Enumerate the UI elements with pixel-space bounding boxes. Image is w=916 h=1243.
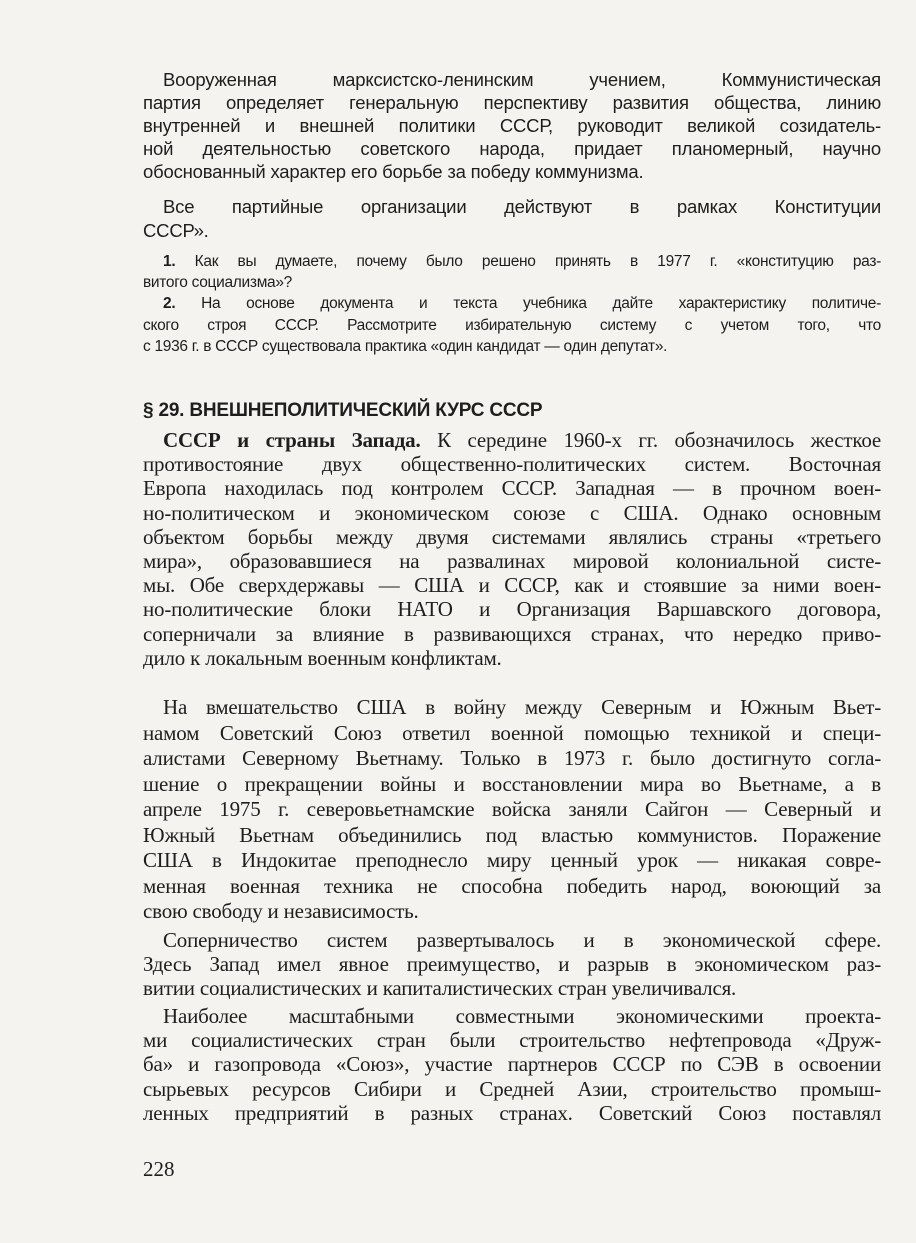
lead-text: СССР и страны Запада. <box>163 428 421 452</box>
line-text: На вмешательство США в войну между Северным и Южным Вьет- <box>163 695 881 719</box>
line-text: дило к локальным военным конфликтам. <box>143 645 502 670</box>
text-line <box>163 928 881 953</box>
line-text: объектом борьбы между двумя системами являлись страны «третьего <box>143 524 881 549</box>
text-line <box>143 622 881 647</box>
line-text: с 1936 г. в СССР существовала практика «один кандидат — один депутат». <box>143 338 668 355</box>
text-line <box>143 220 881 242</box>
text-line <box>143 1101 881 1126</box>
line-text: обоснованный характер его борьбе за победу коммунизма. <box>143 161 644 182</box>
line-text: К середине 1960-х гг. обозначилось жесткое <box>420 428 881 452</box>
section-heading: § 29. ВНЕШНЕПОЛИТИЧЕСКИЙ КУРС СССР <box>143 400 543 421</box>
text-line <box>143 161 881 183</box>
line-text: намом Советский Союз ответил военной помощью техникой и специ- <box>143 720 881 745</box>
text-line <box>143 848 881 873</box>
line-text: сырьевых ресурсов Сибири и Средней Азии, строительство промыш- <box>143 1076 881 1101</box>
line-text: мы. Обе сверхдержавы — США и СССР, как и стоявшие за ними воен- <box>143 573 881 598</box>
text-line <box>163 253 881 271</box>
text-line <box>143 501 881 526</box>
text-line <box>143 976 881 1001</box>
line-text: но-политическом и экономическом союзе с США. Однако основным <box>143 500 881 525</box>
text-line <box>143 1077 881 1102</box>
text-line <box>143 823 881 848</box>
line-text: Как вы думаете, почему было решено принять в 1977 г. «конституцию раз- <box>175 253 881 270</box>
line-text: Наиболее масштабными совместными экономическими проекта- <box>163 1004 881 1028</box>
line-text: ной деятельностью советского народа, придает планомерный, научно <box>143 138 881 159</box>
line-text: витого социализма»? <box>143 273 293 291</box>
text-line <box>143 646 881 671</box>
text-line <box>143 476 881 501</box>
line-text: апреле 1975 г. северовьетнамские войска заняли Сайгон — Северный и <box>143 797 881 821</box>
text-line <box>143 772 881 797</box>
line-text: партия определяет генеральную перспективу развития общества, линию <box>143 92 881 113</box>
text-line <box>163 69 881 91</box>
text-line <box>143 92 881 114</box>
text-line <box>143 1028 881 1053</box>
text-line <box>143 525 881 550</box>
text-line <box>143 1052 881 1077</box>
line-text: свою свободу и независимость. <box>143 899 419 923</box>
text-line <box>143 549 881 574</box>
text-line <box>143 452 881 477</box>
text-line <box>163 295 881 313</box>
line-text: США в Индокитае преподнесло миру ценный урок — никакая совре- <box>143 848 881 872</box>
line-text: СССР». <box>143 219 209 241</box>
text-line <box>163 1004 881 1029</box>
line-text: ленных предприятий в разных странах. Советский Союз поставлял <box>143 1100 881 1125</box>
text-line <box>143 874 881 899</box>
text-line <box>143 952 881 977</box>
text-line <box>163 196 881 218</box>
lead-text: 2. <box>163 295 176 312</box>
text-line <box>143 115 881 137</box>
text-line <box>143 746 881 771</box>
line-text: ми социалистических стран были строительство нефтепровода «Друж- <box>143 1028 881 1053</box>
text-line <box>143 597 881 622</box>
line-text: Южный Вьетнам объединились под властью коммунистов. Поражение <box>143 822 881 847</box>
text-line <box>143 573 881 598</box>
text-line <box>143 317 881 335</box>
line-text: внутренней и внешней политики СССР, руководит великой созидатель- <box>143 115 881 136</box>
line-text: противостояние двух общественно-политических систем. Восточная <box>143 452 881 477</box>
line-text: алистами Северному Вьетнаму. Только в 1973 г. было достигнуто согла- <box>143 746 881 770</box>
line-text: Европа находилась под контролем СССР. Западная — в прочном воен- <box>143 476 881 501</box>
line-text: ского строя СССР. Рассмотрите избирательную систему с учетом того, что <box>143 316 881 334</box>
line-text: Все партийные организации действуют в рамках Конституции <box>163 196 881 217</box>
text-line <box>143 274 881 292</box>
text-line <box>143 899 881 924</box>
line-text: витии социалистических и капиталистических стран увеличивался. <box>143 976 737 1000</box>
text-line <box>143 797 881 822</box>
line-text: соперничали за влияние в развивающихся странах, что нередко приво- <box>143 621 881 646</box>
text-line <box>143 138 881 160</box>
page-number: 228 <box>143 1157 175 1181</box>
text-line <box>143 338 881 356</box>
lead-text: 1. <box>163 253 176 270</box>
line-text: ба» и газопровода «Союз», участие партнеров СССР по СЭВ в освоении <box>143 1052 881 1077</box>
line-text: Здесь Запад имел явное преимущество, и разрыв в экономическом раз- <box>143 952 881 976</box>
text-line <box>163 695 881 720</box>
line-text: На основе документа и текста учебника дайте характеристику политиче- <box>175 295 881 312</box>
text-line <box>163 428 881 453</box>
text-line <box>143 721 881 746</box>
line-text: шение о прекращении войны и восстановлении мира во Вьетнаме, а в <box>143 771 881 796</box>
line-text: но-политические блоки НАТО и Организация Варшавского договора, <box>143 597 881 622</box>
line-text: мира», образовавшиеся на развалинах мировой колониальной систе- <box>143 549 881 573</box>
line-text: Соперничество систем развертывалось и в экономической сфере. <box>163 928 881 952</box>
line-text: менная военная техника не способна победить народ, воюющий за <box>143 873 881 898</box>
line-text: Вооруженная марксистско-ленинским учением, Коммунистическая <box>163 69 881 90</box>
